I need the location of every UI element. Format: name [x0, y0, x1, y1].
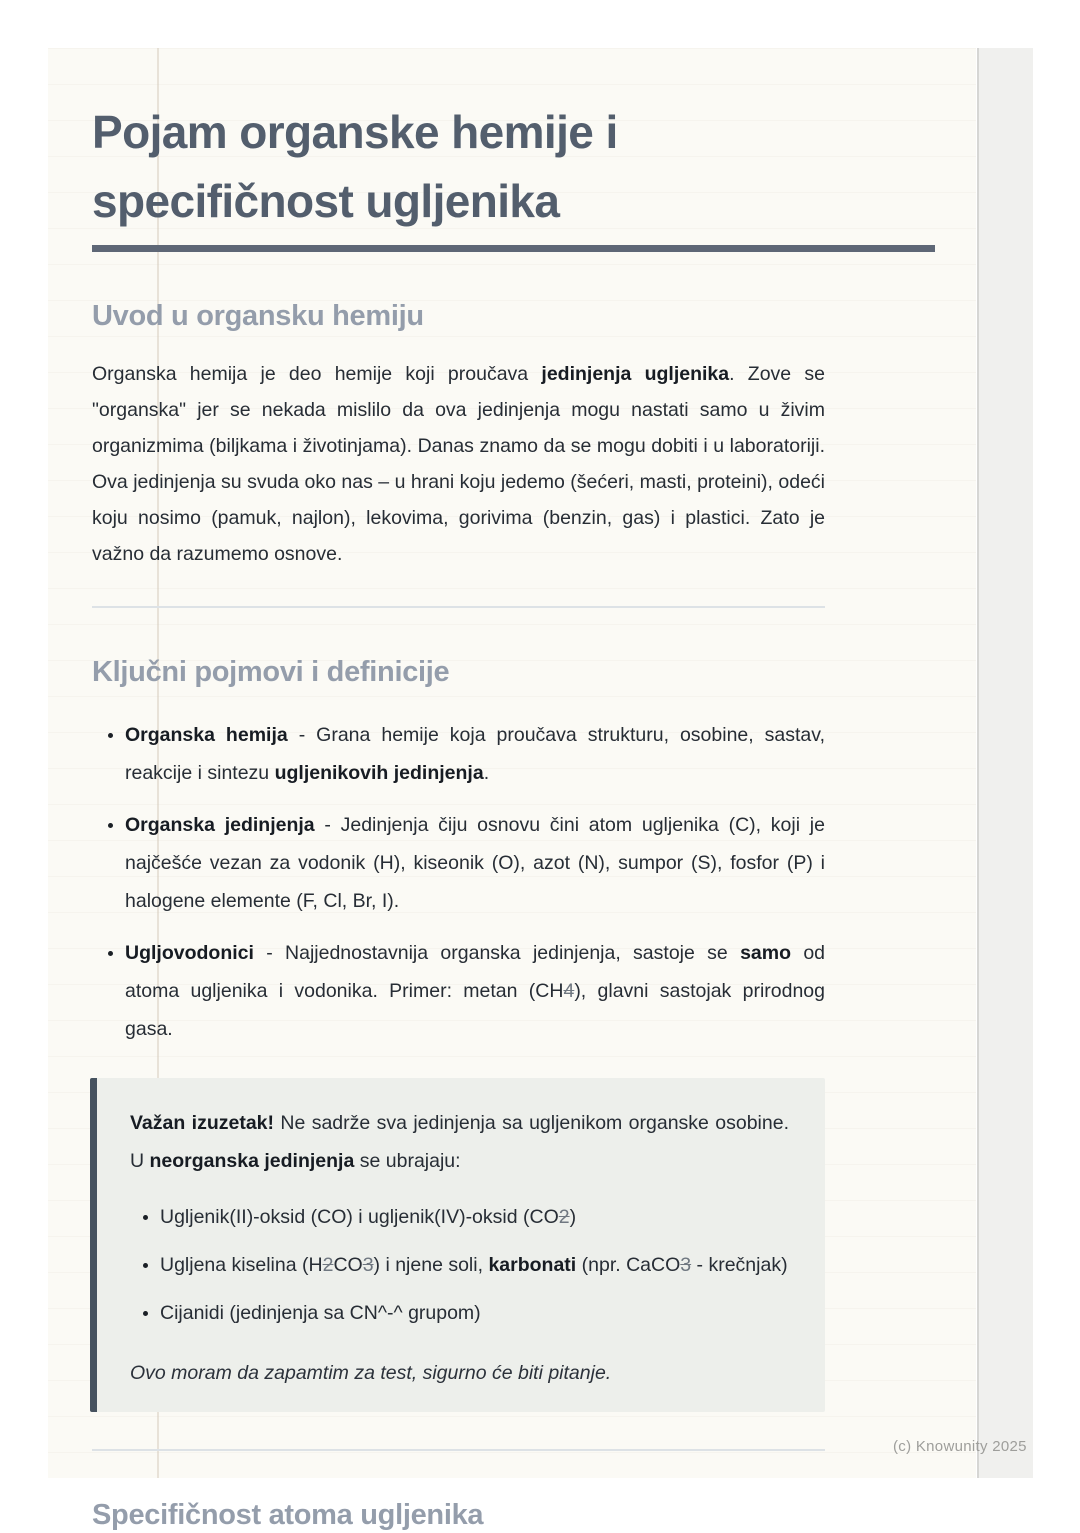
title-underline-rule [92, 245, 935, 252]
document-page [48, 48, 976, 1531]
list-item: • Ugljenik(II)-oksid (CO) i ugljenik(IV)-oksid (CO2) [160, 1198, 789, 1236]
list-item: • Cijanidi (jedinjenja sa CN^-^ grupom) [160, 1294, 789, 1332]
section-heading-specificity: Specifičnost atoma ugljenika [92, 1499, 484, 1531]
list-item: • Ugljena kiselina (H2CO3) i njene soli, karbonati (npr. CaCO3 - krečnjak) [160, 1246, 789, 1284]
section-heading-intro: Uvod u organsku hemiju [92, 300, 424, 332]
page-content [48, 48, 976, 1533]
callout-list [130, 1198, 789, 1332]
list-item: • Ugljovodonici - Najjednostavnija organska jedinjenja, sastoje se samo od atoma ugljenika i vodonika. Primer: metan (CH4), glavni sastojak prirodnog gasa. [125, 934, 825, 1048]
section-divider [92, 606, 825, 608]
intro-paragraph: Organska hemija je deo hemije koji proučava jedinjenja ugljenika. Zove se "organska" jer se nekada mislilo da ova jedinjenja mogu nastati samo u živim organizmima (biljkama i životinjama). Danas znamo da se mogu dobiti i u laboratoriji. Ova jedinjenja su svuda oko nas – u hrani koju jedemo (šećeri, masti, proteini), odeći koju nosimo (pamuk, najlon), lekovima, gorivima (benzin, gas) i plastici. Zato je važno da razumemo osnove. [92, 363, 825, 565]
section-divider [92, 1449, 825, 1451]
list-item: • Organska jedinjenja - Jedinjenja čiju osnovu čini atom ugljenika (C), koji je najčešće vezan za vodonik (H), kiseonik (O), azot (N), sumpor (S), fosfor (P) i halogene elemente (F, Cl, Br, I). [125, 806, 825, 920]
list-item: • Organska hemija - Grana hemije koja proučava strukturu, osobine, sastav, reakcije i sintezu ugljenikovih jedinjenja. [125, 716, 825, 792]
key-terms-list [92, 716, 825, 1048]
important-exception-callout [90, 1078, 825, 1412]
callout-lead: Važan izuzetak! Ne sadrže sva jedinjenja sa ugljenikom organske osobine. U neorganska jedinjenja se ubrajaju: [130, 1112, 789, 1172]
section-heading-key-terms: Ključni pojmovi i definicije [92, 656, 450, 688]
copyright-footer: (c) Knowunity 2025 [893, 1438, 1027, 1455]
page-edge-strip [977, 48, 1033, 1478]
page-title: Pojam organske hemije i specifičnost ugljenika [92, 106, 618, 227]
callout-note: Ovo moram da zapamtim za test, sigurno će biti pitanje. [130, 1362, 612, 1384]
